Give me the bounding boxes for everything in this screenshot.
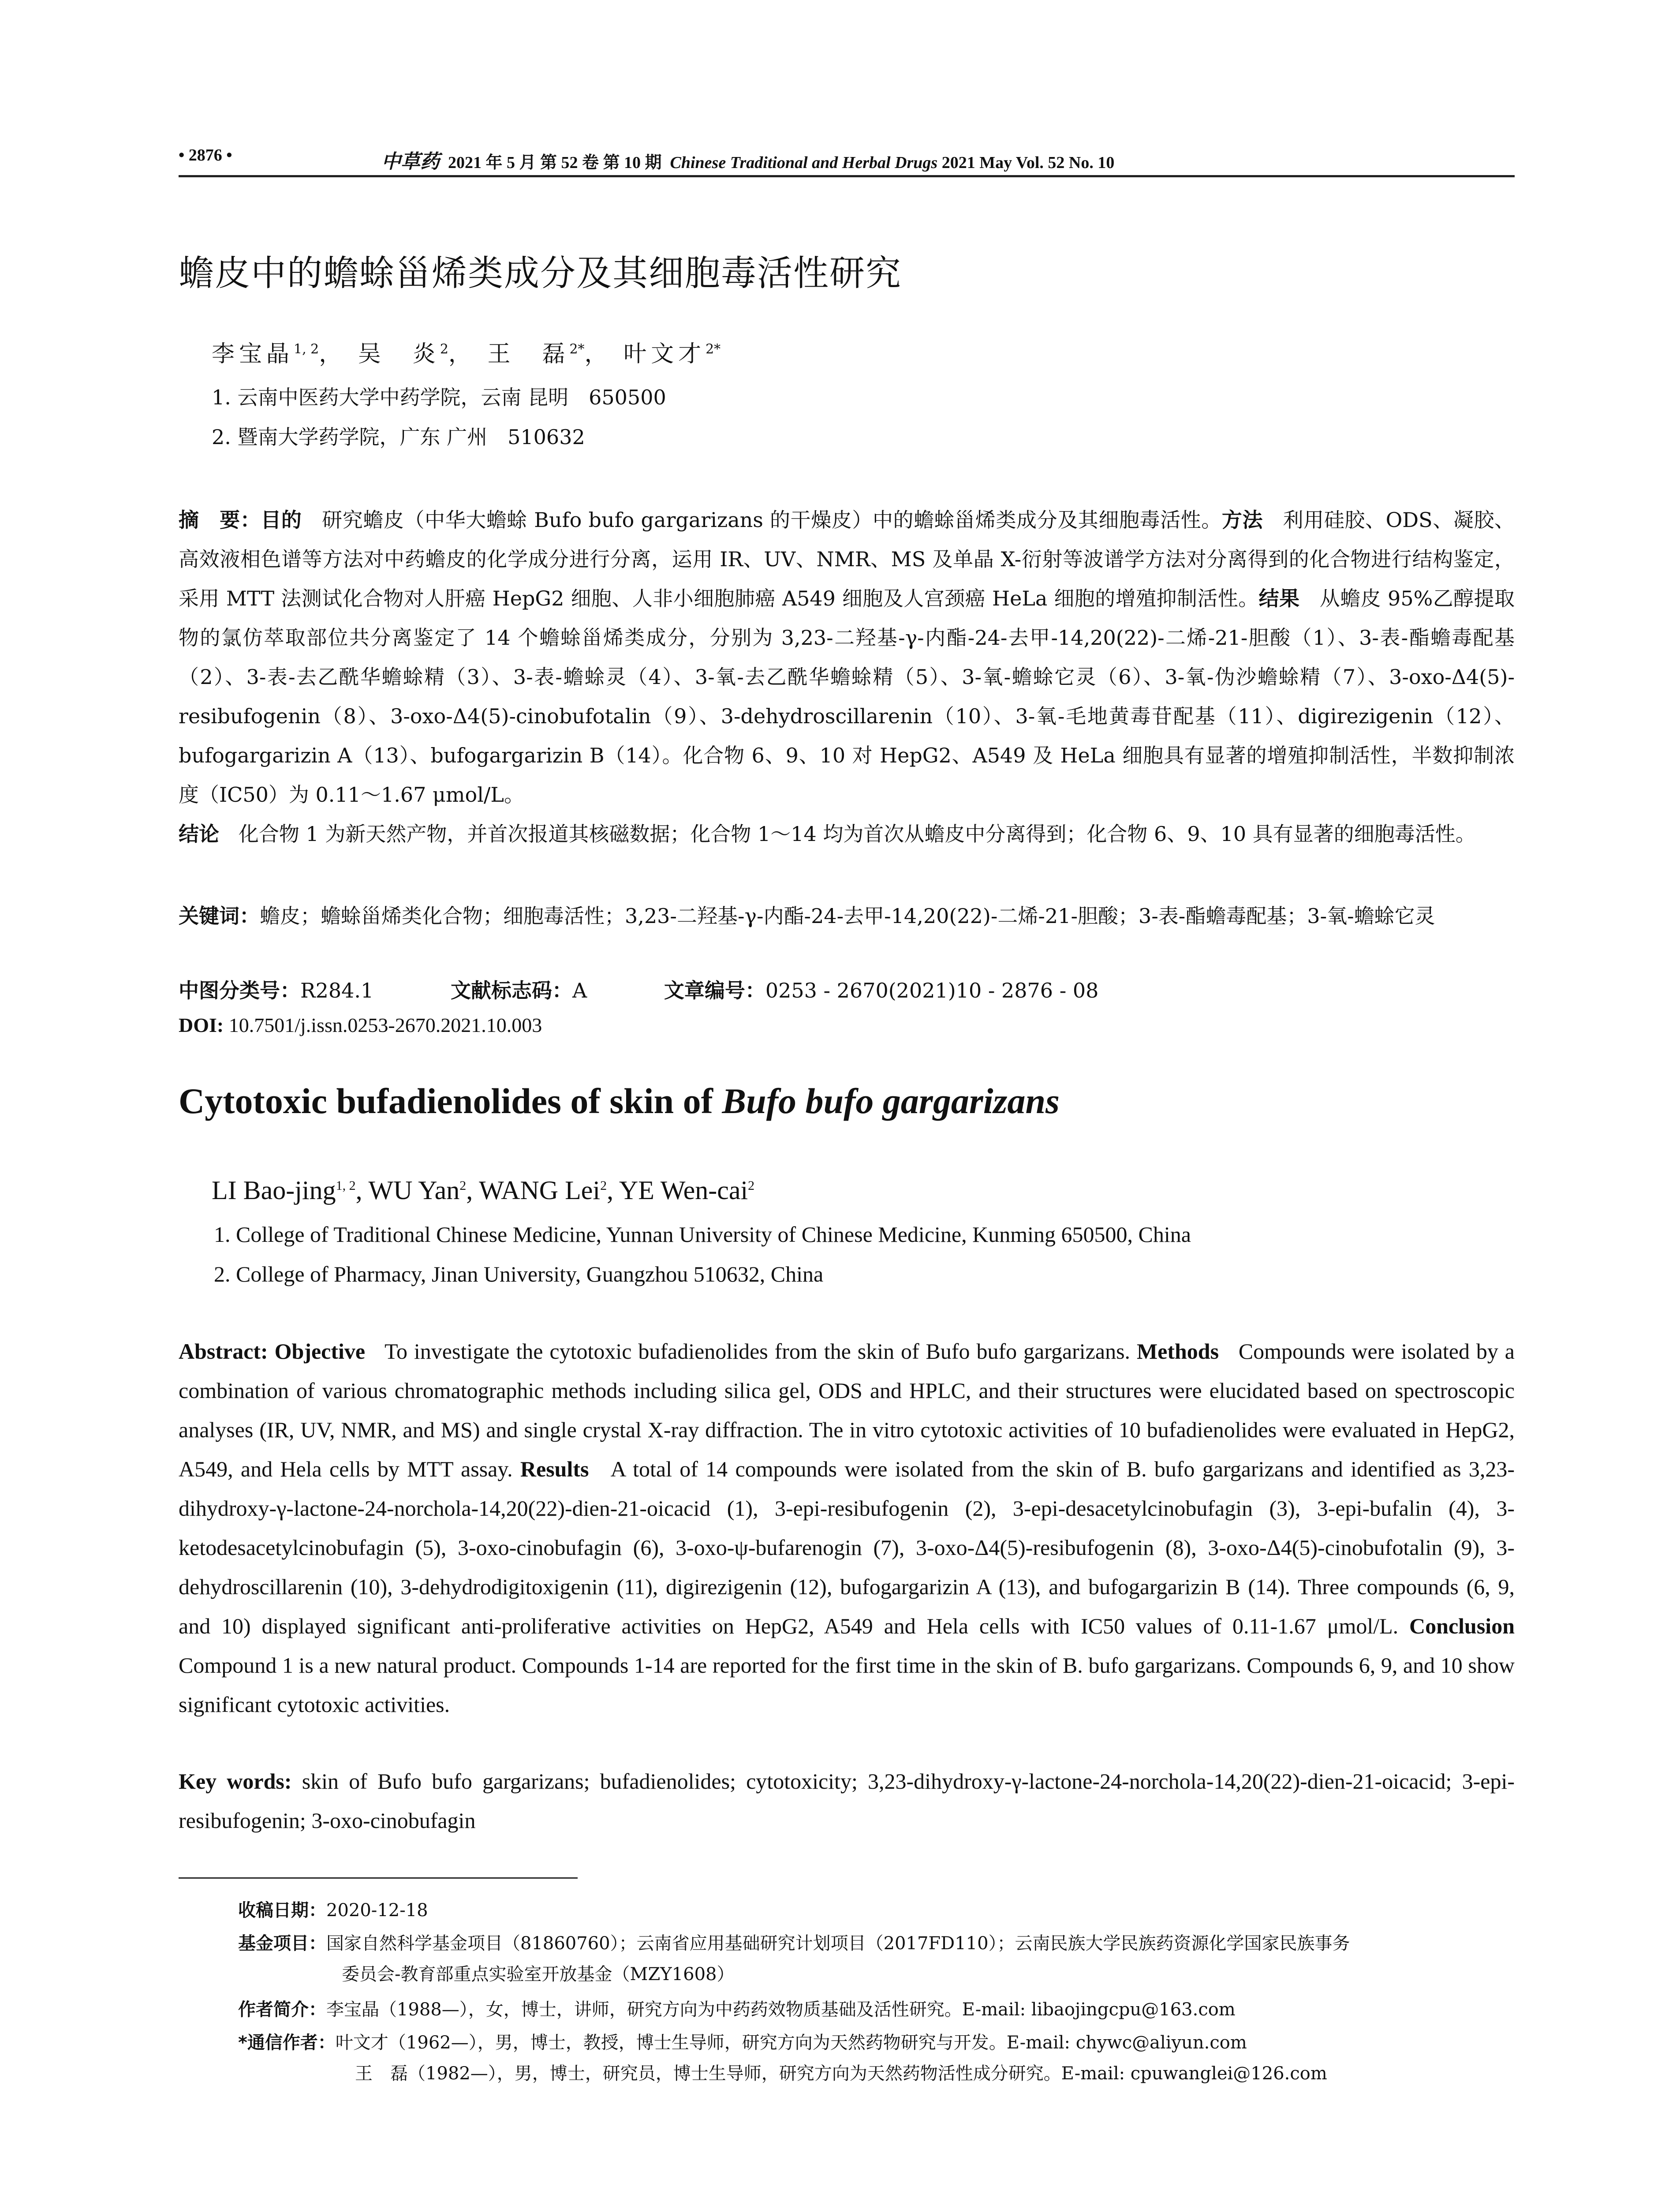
objective-label-en: Objective xyxy=(274,1339,366,1364)
keywords-text-en: skin of Bufo bufo gargarizans; bufadienolides; cytotoxicity; 3,23-dihydroxy-γ-lactone-24-norchola-14,20(22)-dien-21-oicacid; 3-epi-resibufogenin; 3-oxo-cinobufagin xyxy=(179,1769,1515,1833)
footnote-corresponding-2: 王 磊（1982—），男，博士，研究员，博士生导师，研究方向为天然药物活性成分研究。E-mail: cpuwanglei@126.com xyxy=(355,2063,1327,2084)
abstract-label-en: Abstract: xyxy=(179,1339,268,1364)
author-affiliation-mark: 2 xyxy=(748,1178,755,1193)
doi-value: 10.7501/j.issn.0253-2670.2021.10.003 xyxy=(228,1014,542,1036)
author-affiliation-mark: 2 xyxy=(600,1178,607,1193)
methods-label-en: Methods xyxy=(1136,1339,1219,1364)
keywords-cn xyxy=(179,897,1515,936)
journal-name-en: Chinese Traditional and Herbal Drugs xyxy=(670,153,938,172)
methods-text: 利用硅胶、ODS、凝胶、高效液相色谱等方法对中药蟾皮的化学成分进行分离，运用 IR、UV、NMR、MS 及单晶 X-衍射等波谱学方法对分离得到的化合物进行结构鉴定，采用 MTT 法测试化合物对人肝癌 HepG2 细胞、人非小细胞肺癌 A549 细胞及人宫颈癌 HeLa 细胞的增殖抑制活性。 xyxy=(179,508,1515,610)
methods-text-en: Compounds were isolated by a combination of various chromatographic methods including silica gel, ODS and HPLC, and their structures were elucidated based on spectroscopic analyses (IR, UV, NMR, and MS) and single crystal X-ray diffraction. The in vitro cytotoxic activities of 10 bufadienolides were evaluated in HepG2, A549, and Hela cells by MTT assay. xyxy=(179,1339,1515,1481)
author-affiliation-mark: 2 xyxy=(459,1178,467,1193)
fund-label: 基金项目： xyxy=(238,1933,326,1954)
doc-code-label: 文献标志码： xyxy=(450,979,572,1002)
doi-line xyxy=(179,1013,542,1037)
keywords-label-en: Key words: xyxy=(179,1769,292,1794)
affiliation-en-2: 2. College of Pharmacy, Jinan University, Guangzhou 510632, China xyxy=(214,1262,824,1286)
corresponding-text-1: 叶文才（1962—），男，博士，教授，博士生导师，研究方向为天然药物研究与开发。E-mail: chywc@aliyun.com xyxy=(335,2033,1247,2053)
title-en-species: Bufo bufo gargarizans xyxy=(722,1081,1060,1121)
fund-text: 国家自然科学基金项目（81860760）；云南省应用基础研究计划项目（2017FD110）；云南民族大学民族药资源化学国家民族事务 xyxy=(326,1933,1350,1954)
received-label: 收稿日期： xyxy=(238,1900,326,1921)
article-no-value: 0253 - 2670(2021)10 - 2876 - 08 xyxy=(765,979,1099,1002)
article-no-label: 文章编号： xyxy=(664,979,765,1002)
author-affiliation-mark: 1, 2 xyxy=(336,1178,356,1193)
author-name: LI Bao-jing xyxy=(212,1176,336,1205)
authors-en: LI Bao-jing$^{1, 2}$, WU Yan$^2$, WANG Lei$^2$, YE Wen-cai$^2$ xyxy=(212,1176,755,1205)
author-affiliation-mark: 2* xyxy=(569,341,585,357)
results-label: 结果 xyxy=(1258,587,1300,610)
abstract-en xyxy=(179,1332,1515,1724)
affiliation-cn-1: 1. 云南中医药大学中药学院，云南 昆明 650500 xyxy=(212,385,666,409)
affiliation-cn-2: 2. 暨南大学药学院，广东 广州 510632 xyxy=(212,425,585,449)
page-number: • 2876 • xyxy=(179,146,232,164)
doi-label: DOI: xyxy=(179,1014,224,1036)
author-bio-text: 李宝晶（1988—），女，博士，讲师，研究方向为中药药效物质基础及活性研究。E-mail: libaojingcpu@163.com xyxy=(326,1999,1236,2020)
author-name: 王 磊 xyxy=(487,341,570,367)
author-name: 叶文才 xyxy=(623,341,706,367)
author-affiliation-mark: 1, 2 xyxy=(294,341,319,357)
issue-en: 2021 May Vol. 52 No. 10 xyxy=(941,153,1115,172)
author-name: YE Wen-cai xyxy=(619,1176,748,1205)
clc-label: 中图分类号： xyxy=(179,979,300,1002)
clc-value: R284.1 xyxy=(300,979,374,1002)
affiliation-en-1: 1. College of Traditional Chinese Medicine, Yunnan University of Chinese Medicine, Kunming 650500, China xyxy=(214,1222,1191,1247)
author-affiliation-mark: 2 xyxy=(440,341,448,357)
author-name: WU Yan xyxy=(368,1176,460,1205)
doc-code-value: A xyxy=(572,979,587,1002)
objective-text: 研究蟾皮（中华大蟾蜍 Bufo bufo gargarizans 的干燥皮）中的蟾蜍甾烯类成分及其细胞毒活性。 xyxy=(322,508,1222,532)
author-name: WANG Lei xyxy=(479,1176,601,1205)
objective-text-en: To investigate the cytotoxic bufadienolides from the skin of Bufo bufo gargarizans. xyxy=(384,1339,1131,1364)
classification-line xyxy=(179,975,1098,1004)
title-en-plain: Cytotoxic bufadienolides of skin of xyxy=(179,1081,722,1121)
methods-label: 方法 xyxy=(1221,508,1263,532)
journal-name-cn: 中草药 xyxy=(381,150,440,173)
title-en xyxy=(179,1080,1060,1122)
keywords-en xyxy=(179,1762,1515,1840)
footnote-author xyxy=(238,1996,1236,2021)
author-affiliation-mark: 2* xyxy=(706,341,721,357)
results-text: 从蟾皮 95%乙醇提取物的氯仿萃取部位共分离鉴定了 14 个蟾蜍甾烯类成分，分别为 3,23-二羟基-γ-内酯-24-去甲-14,20(22)-二烯-21-胆酸（1）、3-表-酯蟾毒配基（2）、3-表-去乙酰华蟾蜍精（3）、3-表-蟾蜍灵（4）、3-氧-去乙酰华蟾蜍精（5）、3-氧-蟾蜍它灵（6）、3-氧-伪沙蟾蜍精（7）、3-oxo-Δ4(5)-resibufogenin（8）、3-oxo-Δ4(5)-cinobufotalin（9）、3-dehydroscillarenin（10）、3-氧-毛地黄毒苷配基（11）、digirezigenin（12）、bufogargarizin A（13）、bufogargarizin B（14）。化合物 6、9、10 对 HepG2、A549 及 HeLa 细胞具有显著的增殖抑制活性，半数抑制浓度（IC50）为 0.11～1.67 μmol/L。 xyxy=(179,587,1515,807)
footnote-fund-cont: 委员会-教育部重点实验室开放基金（MZY1608） xyxy=(342,1964,735,1984)
conclusion-text: 化合物 1 为新天然产物，并首次报道其核磁数据；化合物 1～14 均为首次从蟾皮中分离得到；化合物 6、9、10 具有显著的细胞毒活性。 xyxy=(238,822,1476,846)
abstract-cn xyxy=(179,501,1515,854)
results-label-en: Results xyxy=(520,1457,589,1481)
authors-cn: 李宝晶$^{1, 2}$， 吴 炎$^2$， 王 磊$^{2*}$， 叶文才$^{2*}$ xyxy=(212,341,721,367)
footnote-rule xyxy=(179,1877,578,1879)
header-rule xyxy=(179,175,1515,177)
conclusion-label-en: Conclusion xyxy=(1409,1614,1515,1638)
author-name: 吴 炎 xyxy=(358,341,440,367)
issue-cn: 2021 年 5 月 第 52 卷 第 10 期 xyxy=(448,153,662,172)
results-text-en: A total of 14 compounds were isolated from the skin of B. bufo gargarizans and identified as 3,23-dihydroxy-γ-lactone-24-norchola-14,20(22)-dien-21-oicacid (1), 3-epi-resibufogenin (2), 3-epi-desacetylcinobufagin (3), 3-epi-bufalin (4), 3-ketodesacetylcinobufagin (5), 3-oxo-cinobufagin (6), 3-oxo-ψ-bufarenogin (7), 3-oxo-Δ4(5)-resibufogenin (8), 3-oxo-Δ4(5)-cinobufotalin (9), 3-dehydroscillarenin (10), 3-dehydrodigitoxigenin (11), digirezigenin (12), bufogargarizin A (13), and bufogargarizin B (14). Three compounds (6, 9, and 10) displayed significant anti-proliferative activities on HepG2, A549 and Hela cells with IC50 values of 0.11-1.67 μmol/L. xyxy=(179,1457,1515,1638)
corresponding-label: *通信作者： xyxy=(238,2033,336,2053)
footnote-received xyxy=(238,1896,428,1921)
objective-label: 目的 xyxy=(261,508,302,532)
abstract-label: 摘 要： xyxy=(179,508,261,532)
journal-info xyxy=(381,146,1114,174)
author-bio-label: 作者简介： xyxy=(238,1999,326,2020)
footnote-fund xyxy=(238,1929,1350,1955)
author-name: 李宝晶 xyxy=(212,341,294,367)
keywords-label: 关键词： xyxy=(179,904,260,928)
conclusion-label: 结论 xyxy=(179,822,219,846)
keywords-text: 蟾皮；蟾蜍甾烯类化合物；细胞毒活性；3,23-二羟基-γ-内酯-24-去甲-14,20(22)-二烯-21-胆酸；3-表-酯蟾毒配基；3-氧-蟾蜍它灵 xyxy=(260,904,1435,928)
title-cn: 蟾皮中的蟾蜍甾烯类成分及其细胞毒活性研究 xyxy=(179,253,902,294)
conclusion-text-en: Compound 1 is a new natural product. Compounds 1-14 are reported for the first time in the skin of B. bufo gargarizans. Compounds 6, 9, and 10 show significant cytotoxic activities. xyxy=(179,1653,1515,1717)
footnote-corresponding xyxy=(238,2029,1247,2054)
received-date: 2020-12-18 xyxy=(326,1900,428,1921)
